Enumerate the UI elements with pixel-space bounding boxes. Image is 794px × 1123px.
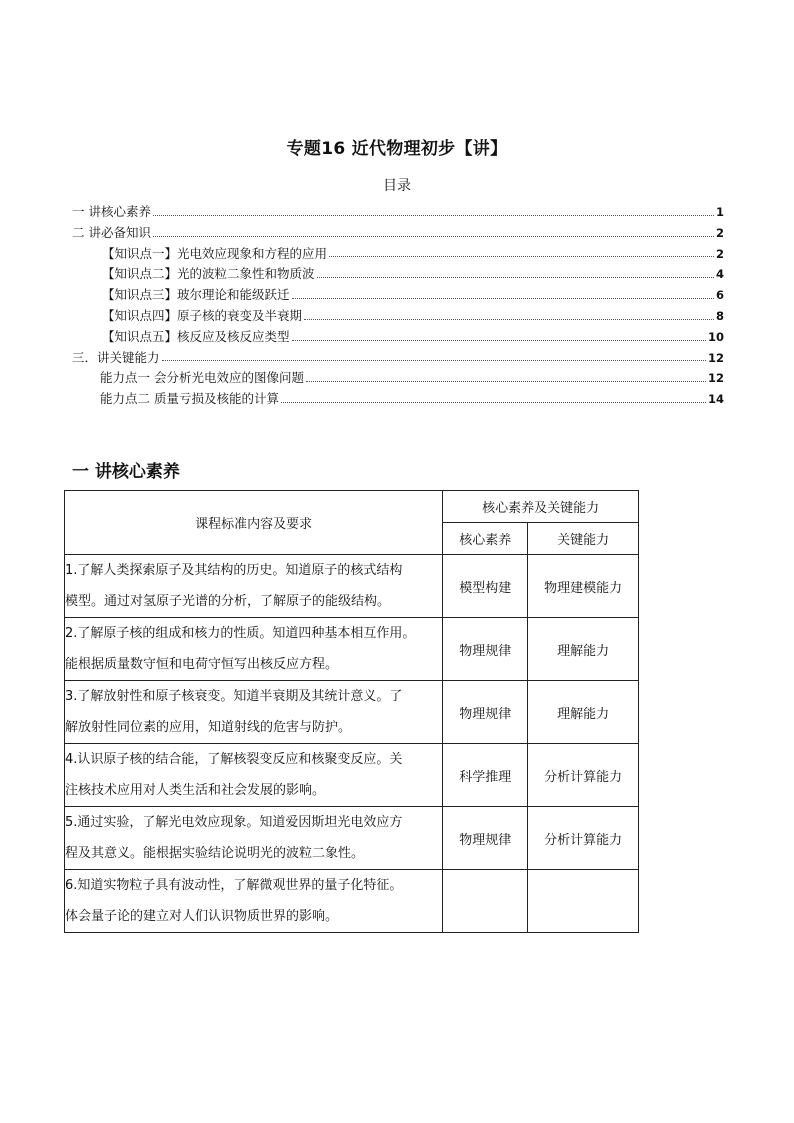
toc-leader-dots: [153, 235, 714, 237]
requirement-cell: [65, 807, 443, 870]
key-ability-cell: 分析计算能力: [528, 744, 639, 807]
toc-leader-dots: [317, 276, 714, 278]
key-ability-cell: 物理建模能力: [528, 555, 639, 618]
table-row: [65, 870, 639, 933]
toc-entry-label: 【知识点三】玻尔理论和能级跃迁: [102, 287, 290, 303]
table-row: [65, 555, 639, 618]
toc-entry[interactable]: [72, 264, 724, 285]
requirement-cell: [65, 870, 443, 933]
requirement-cell: [65, 744, 443, 807]
requirement-line: 5.通过实验，了解光电效应现象。知道爱因斯坦光电效应方: [65, 815, 403, 830]
toc-entry-page: 1: [715, 205, 724, 219]
requirement-line: 解放射性同位素的应用，知道射线的危害与防护。: [65, 720, 352, 735]
header-requirements: 课程标准内容及要求: [65, 491, 443, 555]
toc-leader-dots: [306, 380, 706, 382]
requirement-line: 4.认识原子核的结合能，了解核裂变反应和核聚变反应。关: [65, 752, 403, 767]
requirement-line: 1.了解人类探索原子及其结构的历史。知道原子的核式结构: [65, 563, 403, 578]
key-ability-cell: 理解能力: [528, 681, 639, 744]
table-row: [65, 618, 639, 681]
toc-entry[interactable]: [72, 348, 724, 369]
toc-heading: 目录: [383, 178, 411, 194]
page-title: 专题16 近代物理初步【讲】: [286, 139, 508, 159]
toc-entry-page: 8: [715, 308, 724, 323]
toc-leader-dots: [281, 401, 706, 403]
toc-entry[interactable]: [72, 223, 724, 244]
toc-entry-label: 【知识点二】光的波粒二象性和物质波: [102, 266, 315, 282]
core-literacy-cell: 模型构建: [443, 555, 528, 618]
toc-leader-dots: [304, 318, 714, 320]
table-of-contents: [72, 202, 724, 410]
toc-entry-page: 2: [715, 225, 724, 240]
requirement-line: 3.了解放射性和原子核衰变。知道半衰期及其统计意义。了: [65, 689, 403, 704]
requirement-line: 能根据质量数守恒和电荷守恒写出核反应方程。: [65, 657, 339, 672]
toc-entry[interactable]: [72, 244, 724, 265]
toc-entry-page: 12: [707, 350, 724, 365]
toc-leader-dots: [292, 339, 706, 341]
requirement-line: 2.了解原子核的组成和核力的性质。知道四种基本相互作用。: [65, 626, 416, 641]
requirement-line: 模型。通过对氢原子光谱的分析，了解原子的能级结构。: [65, 594, 391, 609]
toc-entry-page: 6: [715, 288, 724, 303]
requirement-line: 注核技术应用对人类生活和社会发展的影响。: [65, 783, 326, 798]
table-row: [65, 807, 639, 870]
key-ability-cell: 理解能力: [528, 618, 639, 681]
requirement-cell: [65, 555, 443, 618]
requirement-line: 6.知道实物粒子具有波动性，了解微观世界的量子化特征。: [65, 878, 403, 893]
toc-leader-dots: [329, 255, 714, 257]
toc-entry-page: 2: [715, 246, 724, 261]
core-literacy-cell: 物理规律: [443, 618, 528, 681]
header-core-competencies: 核心素养及关键能力: [443, 491, 639, 523]
requirement-line: 体会量子论的建立对人们认识物质世界的影响。: [65, 909, 339, 924]
table-row: [65, 744, 639, 807]
core-literacy-cell: 物理规律: [443, 681, 528, 744]
header-core-literacy: 核心素养: [443, 523, 528, 555]
toc-entry-label: 【知识点一】光电效应现象和方程的应用: [102, 245, 328, 261]
toc-entry[interactable]: [72, 202, 724, 223]
toc-entry[interactable]: [72, 285, 724, 306]
toc-leader-dots: [153, 214, 714, 216]
toc-entry-label: 【知识点四】原子核的衰变及半衰期: [102, 307, 303, 323]
toc-entry-label: 三．讲关键能力: [72, 349, 160, 365]
core-literacy-cell: [443, 870, 528, 933]
key-ability-cell: 分析计算能力: [528, 807, 639, 870]
toc-entry-page: 14: [707, 392, 724, 407]
toc-entry-label: 【知识点五】核反应及核反应类型: [102, 328, 290, 344]
toc-entry[interactable]: [72, 306, 724, 327]
requirement-cell: [65, 618, 443, 681]
toc-leader-dots: [292, 297, 714, 299]
toc-entry-page: 4: [715, 267, 724, 282]
toc-entry[interactable]: [72, 327, 724, 348]
toc-entry-page: 12: [707, 371, 724, 386]
toc-leader-dots: [162, 359, 706, 361]
requirement-cell: [65, 681, 443, 744]
toc-entry-label: 能力点一 会分析光电效应的图像问题: [100, 370, 304, 386]
requirement-line: 程及其意义。能根据实验结论说明光的波粒二象性。: [65, 846, 365, 861]
toc-entry-label: 二 讲必备知识: [72, 224, 151, 240]
header-key-ability: 关键能力: [528, 523, 639, 555]
key-ability-cell: [528, 870, 639, 933]
section-heading: 一 讲核心素养: [72, 462, 180, 482]
table-row: [65, 681, 639, 744]
toc-entry-label: 能力点二 质量亏损及核能的计算: [100, 391, 279, 407]
curriculum-standards-table: [64, 490, 639, 933]
core-literacy-cell: 科学推理: [443, 744, 528, 807]
table-header-row: [65, 491, 639, 523]
toc-entry-label: 一 讲核心素养: [72, 204, 151, 219]
toc-entry[interactable]: [72, 368, 724, 389]
core-literacy-cell: 物理规律: [443, 807, 528, 870]
toc-entry-page: 10: [707, 329, 724, 344]
toc-entry[interactable]: [72, 389, 724, 410]
